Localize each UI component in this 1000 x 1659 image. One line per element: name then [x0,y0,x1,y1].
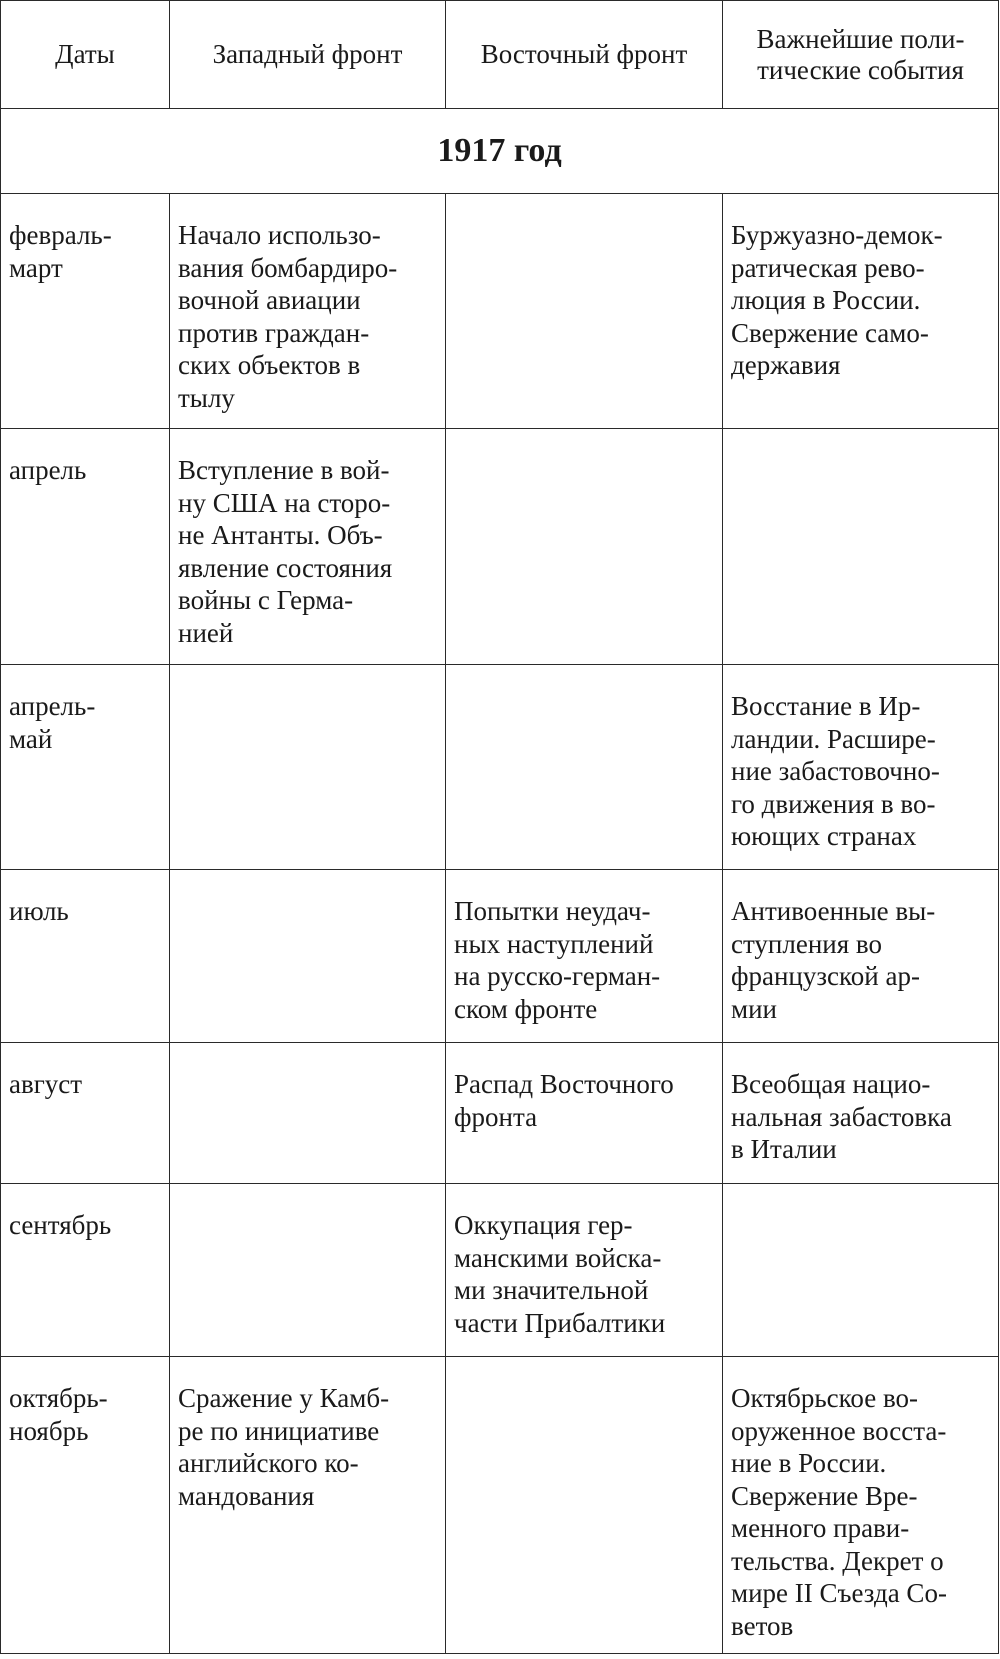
table-row [1,429,999,665]
western-front-cell: Начало использо- вания бомбардиро- вочной авиации против граждан- ских объектов в тылу [178,220,398,413]
date-cell: февраль- март [9,220,112,283]
table-row [1,870,999,1043]
table-row [1,1043,999,1184]
political-events-cell: Антивоенные вы- ступления во французской ар- мии [731,896,936,1024]
table-header-row [1,1,999,109]
date-cell: сентябрь [9,1210,112,1240]
date-cell: август [9,1069,83,1099]
table-row [1,1184,999,1357]
eastern-front-cell: Попытки неудач- ных наступлений на русско-герман- ском фронте [454,896,661,1024]
date-cell: июль [9,896,69,926]
date-cell: октябрь- ноябрь [9,1383,108,1446]
political-events-cell: Восстание в Ир- ландии. Расшире- ние забастовочно- го движения в во- юющих странах [731,691,940,851]
western-front-cell: Вступление в вой- ну США на сторо- не Антанты. Объ- явление состояния войны с Герма- нией [178,455,393,648]
political-events-cell: Буржуазно-демок- ратическая рево- люция в России. Свержение само- державия [731,220,943,380]
header-political-events: Важнейшие поли- тические события [723,1,999,109]
header-western-front: Западный фронт [170,1,446,109]
political-events-cell [723,1184,998,1217]
header-eastern-front: Восточный фронт [446,1,723,109]
header-dates: Даты [1,1,170,109]
western-front-cell [170,870,445,903]
table-row [1,665,999,870]
date-cell: апрель- май [9,691,96,754]
year-row [1,109,999,194]
eastern-front-cell [446,429,722,462]
western-front-cell [170,1043,445,1076]
eastern-front-cell [446,194,722,227]
western-front-cell [170,1184,445,1217]
date-cell: апрель [9,455,87,485]
political-events-cell: Всеобщая нацио- нальная забастовка в Италии [731,1069,952,1164]
table-row [1,1357,999,1654]
eastern-front-cell [446,1357,722,1390]
political-events-cell: Октябрьское во- оруженное восста- ние в России. Свержение Вре- менного прави- тельства. Декрет о мире II Съезда Со- ветов [731,1383,947,1641]
eastern-front-cell [446,665,722,698]
eastern-front-cell: Оккупация гер- манскими войска- ми значительной части Прибалтики [454,1210,666,1338]
western-front-cell: Сражение у Камб- ре по инициативе английского ко- мандования [178,1383,390,1511]
table-row [1,194,999,429]
political-events-cell [723,429,998,462]
western-front-cell [170,665,445,698]
year-heading: 1917 год [1,109,999,194]
eastern-front-cell: Распад Восточного фронта [454,1069,674,1132]
